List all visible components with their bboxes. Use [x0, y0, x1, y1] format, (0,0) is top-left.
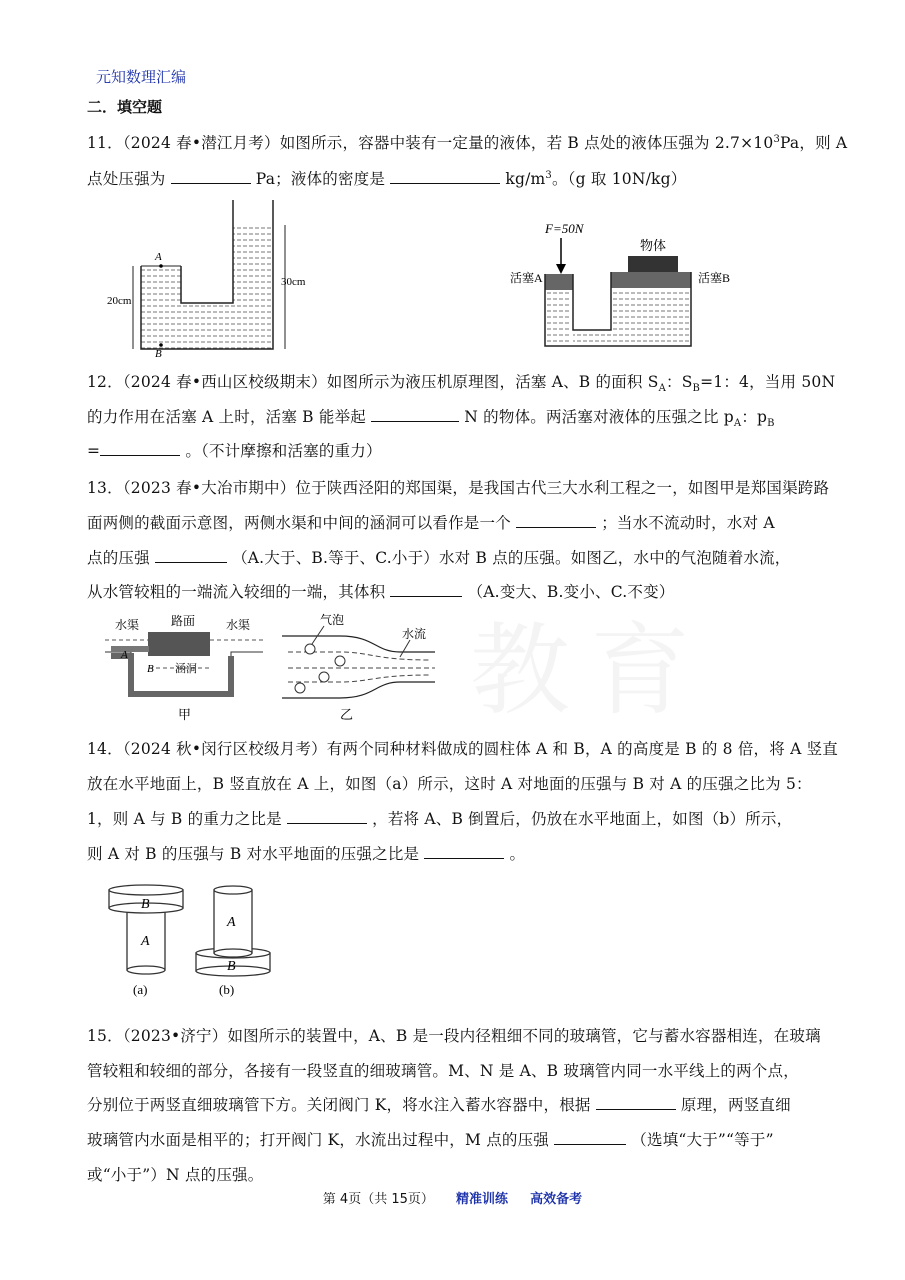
q15-line5: 或“小于”）N 点的压强。 [87, 1166, 264, 1184]
q12-line3: = 。（不计摩擦和活塞的重力） [87, 442, 382, 460]
section-title: 二．填空题 [87, 98, 163, 116]
answer-blank[interactable] [155, 548, 227, 563]
q14-line1: 14．（2024 秋•闵行区校级月考）有两个同种材料做成的圆柱体 A 和 B，A 的高度是 B 的 8 倍，将 A 竖直 [87, 740, 838, 758]
caption-jia: 甲 [178, 707, 192, 722]
channel-right-label: 水渠 [226, 618, 251, 632]
object-label: 物体 [640, 238, 667, 253]
q13-figure-yi [280, 612, 440, 727]
q11-line1: 11．（2024 春•潜江月考）如图所示，容器中装有一定量的液体，若 B 点处的液体压强为 $2.7\times 10^3Pa$，则 A [87, 133, 848, 152]
point-b-label: B [147, 663, 154, 675]
q13-figure-jia [103, 612, 268, 727]
caption-a: (a) [133, 982, 148, 997]
b-top-label: A [227, 915, 236, 930]
culvert-label: 涵洞 [175, 663, 197, 675]
q12-line2: 的力作用在活塞 A 上时，活塞 B 能举起 N 的物体。两活塞对液体的压强之比 $p_A$：$p_B$ [87, 408, 775, 430]
point-a-label: A [121, 649, 128, 661]
q13-line3: 点的压强 （A.大于、B.等于、C.小于）水对 B 点的压强。如图乙，水中的气泡随着水流， [87, 549, 791, 567]
watermark [470, 590, 710, 734]
answer-blank[interactable] [287, 809, 367, 824]
page-number: 第 4页（共 15页） [322, 1192, 434, 1207]
brand-title: 元知数理汇编 [96, 68, 187, 86]
q13-line2: 面两侧的截面示意图，两侧水渠和中间的涵洞可以看作是一个 ；当水不流动时，水对 A [87, 514, 775, 532]
channel-left-label: 水渠 [115, 618, 140, 632]
q13-line1: 13．（2023 春•大冶市期中）位于陕西泾阳的郑国渠，是我国古代三大水利工程之一，如图甲是郑国渠跨路 [87, 479, 830, 497]
answer-blank[interactable] [554, 1130, 626, 1145]
q13-line4: 从水管较粗的一端流入较细的一端，其体积 （A.变大、B.变小、C.不变） [87, 583, 675, 601]
page-footer [0, 1188, 905, 1207]
footer-slogan-1: 精准训练 [456, 1192, 509, 1207]
answer-blank[interactable] [100, 441, 180, 456]
footer-slogan-2: 高效备考 [530, 1192, 583, 1207]
q14-line3: 1，则 A 与 B 的重力之比是 ，若将 A、B 倒置后，仍放在水平地面上，如图（b）所示， [87, 810, 793, 828]
q12-hydraulic-figure [505, 218, 745, 363]
piston-a-label: 活塞A [510, 271, 543, 285]
bubble-label: 气泡 [320, 613, 345, 627]
a-bottom-label: A [141, 934, 150, 949]
force-label: F=50N [545, 221, 584, 236]
answer-blank[interactable] [371, 407, 459, 422]
answer-blank[interactable] [390, 169, 500, 184]
q11-line2: 点处压强为 Pa；液体的密度是 $kg/m^3$。（g 取 10N/kg） [87, 169, 687, 188]
q14-line2: 放在水平地面上，B 竖直放在 A 上，如图（a）所示，这时 A 对地面的压强与 B 对 A 的压强之比为 5： [87, 775, 812, 793]
answer-blank[interactable] [424, 844, 504, 859]
q15-line4: 玻璃管内水面是相平的；打开阀门 K，水流出过程中，M 点的压强 （选填“大于”“等于” [87, 1131, 774, 1149]
flow-label: 水流 [402, 627, 427, 641]
label-20cm: 20cm [107, 295, 132, 307]
q14-cylinders-figure [105, 878, 285, 1003]
a-top-label: B [141, 897, 150, 912]
answer-blank[interactable] [171, 169, 251, 184]
piston-b-label: 活塞B [698, 271, 731, 285]
q15-line1: 15．（2023•济宁）如图所示的装置中，A、B 是一段内径粗细不同的玻璃管，它与蓄水容器相连，在玻璃 [87, 1027, 821, 1045]
road-label: 路面 [171, 614, 196, 628]
b-bottom-label: B [227, 959, 236, 974]
answer-blank[interactable] [390, 582, 462, 597]
answer-blank[interactable] [596, 1095, 676, 1110]
q14-line4: 则 A 对 B 的压强与 B 对水平地面的压强之比是 。 [87, 845, 526, 863]
q15-line2: 管较粗和较细的部分，各接有一段竖直的细玻璃管。M、N 是 A、B 玻璃管内同一水平线上的两个点， [87, 1062, 799, 1080]
q12-line1: 12．（2024 春•西山区校级期末）如图所示为液压机原理图，活塞 A、B 的面积 $S_A$：$S_B=1$：4，当用 50N [87, 373, 836, 395]
point-b-label: B [155, 348, 162, 360]
answer-blank[interactable] [516, 513, 596, 528]
q15-line3: 分别位于两竖直细玻璃管下方。关闭阀门 K，将水注入蓄水容器中，根据 原理，两竖直细 [87, 1096, 791, 1114]
label-30cm: 30cm [281, 276, 306, 288]
caption-yi: 乙 [340, 707, 354, 722]
caption-b: (b) [219, 982, 235, 997]
point-a-label: A [155, 251, 162, 263]
q11-container-figure [105, 195, 325, 360]
